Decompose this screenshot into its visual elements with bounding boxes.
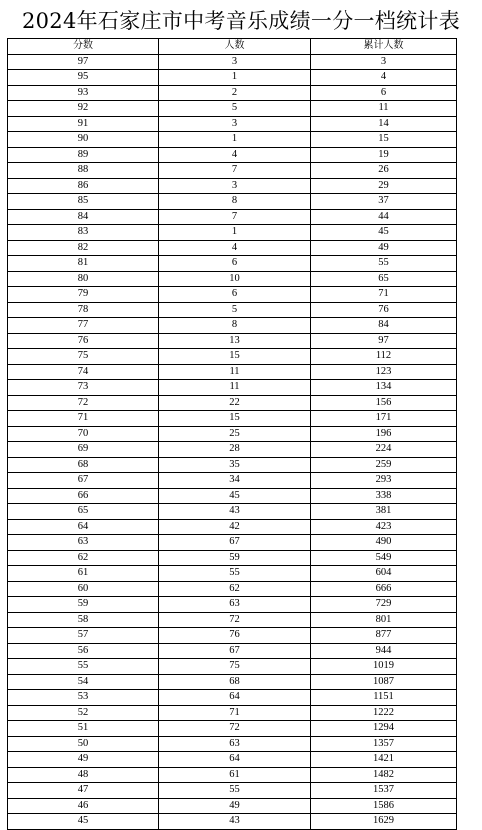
table-row <box>8 659 457 675</box>
count-cell: 15 <box>159 349 311 365</box>
count-cell: 62 <box>159 581 311 597</box>
count-cell: 1 <box>159 70 311 86</box>
cumulative-cell: 196 <box>311 426 457 442</box>
cumulative-cell: 71 <box>311 287 457 303</box>
score-cell: 85 <box>8 194 159 210</box>
score-cell: 63 <box>8 535 159 551</box>
cumulative-cell: 549 <box>311 550 457 566</box>
cumulative-cell: 293 <box>311 473 457 489</box>
cumulative-cell: 877 <box>311 628 457 644</box>
table-row <box>8 349 457 365</box>
score-cell: 56 <box>8 643 159 659</box>
count-cell: 55 <box>159 566 311 582</box>
score-cell: 88 <box>8 163 159 179</box>
count-cell: 15 <box>159 411 311 427</box>
table-row <box>8 178 457 194</box>
table-body <box>8 54 457 829</box>
count-cell: 72 <box>159 612 311 628</box>
table-row <box>8 442 457 458</box>
cumulative-cell: 171 <box>311 411 457 427</box>
cumulative-cell: 1629 <box>311 814 457 830</box>
count-cell: 22 <box>159 395 311 411</box>
score-cell: 71 <box>8 411 159 427</box>
table-row <box>8 597 457 613</box>
score-cell: 76 <box>8 333 159 349</box>
cumulative-cell: 338 <box>311 488 457 504</box>
table-row <box>8 690 457 706</box>
count-cell: 61 <box>159 767 311 783</box>
table-row <box>8 581 457 597</box>
table-row <box>8 504 457 520</box>
table-row <box>8 457 457 473</box>
count-cell: 63 <box>159 736 311 752</box>
table-header-row <box>8 39 457 55</box>
cumulative-cell: 423 <box>311 519 457 535</box>
table-row <box>8 302 457 318</box>
table-row <box>8 271 457 287</box>
cumulative-cell: 123 <box>311 364 457 380</box>
table-row <box>8 752 457 768</box>
count-cell: 63 <box>159 597 311 613</box>
count-cell: 13 <box>159 333 311 349</box>
cumulative-cell: 45 <box>311 225 457 241</box>
count-cell: 43 <box>159 504 311 520</box>
page-title: 2024年石家庄市中考音乐成绩一分一档统计表 <box>21 9 461 33</box>
cumulative-cell: 1421 <box>311 752 457 768</box>
table-row <box>8 736 457 752</box>
table-row <box>8 566 457 582</box>
count-cell: 3 <box>159 54 311 70</box>
header-cumulative: 累计人数 <box>311 39 457 55</box>
score-cell: 65 <box>8 504 159 520</box>
table-row <box>8 101 457 117</box>
score-cell: 60 <box>8 581 159 597</box>
score-cell: 80 <box>8 271 159 287</box>
table-row <box>8 411 457 427</box>
table-row <box>8 488 457 504</box>
score-cell: 54 <box>8 674 159 690</box>
count-cell: 2 <box>159 85 311 101</box>
table-row <box>8 550 457 566</box>
table-row <box>8 163 457 179</box>
cumulative-cell: 6 <box>311 85 457 101</box>
score-cell: 72 <box>8 395 159 411</box>
score-cell: 93 <box>8 85 159 101</box>
cumulative-cell: 37 <box>311 194 457 210</box>
score-cell: 57 <box>8 628 159 644</box>
score-cell: 67 <box>8 473 159 489</box>
count-cell: 5 <box>159 101 311 117</box>
cumulative-cell: 944 <box>311 643 457 659</box>
score-cell: 92 <box>8 101 159 117</box>
score-cell: 78 <box>8 302 159 318</box>
score-cell: 86 <box>8 178 159 194</box>
score-cell: 49 <box>8 752 159 768</box>
cumulative-cell: 604 <box>311 566 457 582</box>
table-row <box>8 395 457 411</box>
score-cell: 79 <box>8 287 159 303</box>
score-cell: 59 <box>8 597 159 613</box>
count-cell: 71 <box>159 705 311 721</box>
score-cell: 89 <box>8 147 159 163</box>
count-cell: 6 <box>159 256 311 272</box>
score-cell: 74 <box>8 364 159 380</box>
score-cell: 84 <box>8 209 159 225</box>
count-cell: 6 <box>159 287 311 303</box>
cumulative-cell: 55 <box>311 256 457 272</box>
count-cell: 11 <box>159 364 311 380</box>
count-cell: 4 <box>159 240 311 256</box>
cumulative-cell: 4 <box>311 70 457 86</box>
header-count: 人数 <box>159 39 311 55</box>
cumulative-cell: 44 <box>311 209 457 225</box>
table-row <box>8 814 457 830</box>
table-row <box>8 225 457 241</box>
score-cell: 52 <box>8 705 159 721</box>
table-row <box>8 287 457 303</box>
score-cell: 46 <box>8 798 159 814</box>
cumulative-cell: 1087 <box>311 674 457 690</box>
score-cell: 95 <box>8 70 159 86</box>
cumulative-cell: 65 <box>311 271 457 287</box>
cumulative-cell: 3 <box>311 54 457 70</box>
table-row <box>8 70 457 86</box>
table-row <box>8 798 457 814</box>
cumulative-cell: 11 <box>311 101 457 117</box>
table-row <box>8 674 457 690</box>
cumulative-cell: 15 <box>311 132 457 148</box>
cumulative-cell: 156 <box>311 395 457 411</box>
cumulative-cell: 49 <box>311 240 457 256</box>
score-cell: 69 <box>8 442 159 458</box>
count-cell: 45 <box>159 488 311 504</box>
count-cell: 49 <box>159 798 311 814</box>
table-row <box>8 318 457 334</box>
cumulative-cell: 490 <box>311 535 457 551</box>
cumulative-cell: 1586 <box>311 798 457 814</box>
count-cell: 7 <box>159 163 311 179</box>
score-cell: 66 <box>8 488 159 504</box>
cumulative-cell: 259 <box>311 457 457 473</box>
score-cell: 70 <box>8 426 159 442</box>
count-cell: 76 <box>159 628 311 644</box>
count-cell: 43 <box>159 814 311 830</box>
count-cell: 68 <box>159 674 311 690</box>
score-cell: 48 <box>8 767 159 783</box>
cumulative-cell: 1482 <box>311 767 457 783</box>
score-cell: 75 <box>8 349 159 365</box>
cumulative-cell: 84 <box>311 318 457 334</box>
score-cell: 61 <box>8 566 159 582</box>
score-cell: 97 <box>8 54 159 70</box>
score-cell: 51 <box>8 721 159 737</box>
cumulative-cell: 666 <box>311 581 457 597</box>
count-cell: 35 <box>159 457 311 473</box>
count-cell: 3 <box>159 178 311 194</box>
table-row <box>8 209 457 225</box>
cumulative-cell: 112 <box>311 349 457 365</box>
cumulative-cell: 729 <box>311 597 457 613</box>
cumulative-cell: 1294 <box>311 721 457 737</box>
cumulative-cell: 381 <box>311 504 457 520</box>
score-cell: 81 <box>8 256 159 272</box>
score-cell: 53 <box>8 690 159 706</box>
count-cell: 8 <box>159 194 311 210</box>
table-row <box>8 643 457 659</box>
score-cell: 90 <box>8 132 159 148</box>
count-cell: 34 <box>159 473 311 489</box>
count-cell: 25 <box>159 426 311 442</box>
table-row <box>8 85 457 101</box>
score-cell: 64 <box>8 519 159 535</box>
score-table <box>7 38 457 830</box>
table-row <box>8 721 457 737</box>
cumulative-cell: 14 <box>311 116 457 132</box>
score-cell: 83 <box>8 225 159 241</box>
count-cell: 55 <box>159 783 311 799</box>
table-row <box>8 426 457 442</box>
cumulative-cell: 29 <box>311 178 457 194</box>
table-row <box>8 628 457 644</box>
table-row <box>8 147 457 163</box>
count-cell: 1 <box>159 225 311 241</box>
cumulative-cell: 1537 <box>311 783 457 799</box>
score-cell: 62 <box>8 550 159 566</box>
cumulative-cell: 801 <box>311 612 457 628</box>
cumulative-cell: 19 <box>311 147 457 163</box>
count-cell: 67 <box>159 535 311 551</box>
count-cell: 72 <box>159 721 311 737</box>
table-row <box>8 767 457 783</box>
table-row <box>8 132 457 148</box>
score-cell: 45 <box>8 814 159 830</box>
count-cell: 7 <box>159 209 311 225</box>
score-cell: 91 <box>8 116 159 132</box>
score-cell: 50 <box>8 736 159 752</box>
table-row <box>8 54 457 70</box>
table-row <box>8 333 457 349</box>
score-cell: 68 <box>8 457 159 473</box>
score-cell: 47 <box>8 783 159 799</box>
count-cell: 8 <box>159 318 311 334</box>
score-cell: 58 <box>8 612 159 628</box>
table-row <box>8 705 457 721</box>
count-cell: 64 <box>159 752 311 768</box>
count-cell: 64 <box>159 690 311 706</box>
table-row <box>8 519 457 535</box>
cumulative-cell: 97 <box>311 333 457 349</box>
count-cell: 59 <box>159 550 311 566</box>
table-row <box>8 535 457 551</box>
table-row <box>8 380 457 396</box>
count-cell: 75 <box>159 659 311 675</box>
cumulative-cell: 1151 <box>311 690 457 706</box>
table-row <box>8 194 457 210</box>
table-row <box>8 256 457 272</box>
count-cell: 11 <box>159 380 311 396</box>
table-row <box>8 473 457 489</box>
score-cell: 55 <box>8 659 159 675</box>
cumulative-cell: 224 <box>311 442 457 458</box>
count-cell: 4 <box>159 147 311 163</box>
cumulative-cell: 1222 <box>311 705 457 721</box>
count-cell: 28 <box>159 442 311 458</box>
count-cell: 67 <box>159 643 311 659</box>
score-cell: 77 <box>8 318 159 334</box>
count-cell: 10 <box>159 271 311 287</box>
cumulative-cell: 26 <box>311 163 457 179</box>
count-cell: 3 <box>159 116 311 132</box>
count-cell: 42 <box>159 519 311 535</box>
cumulative-cell: 1357 <box>311 736 457 752</box>
cumulative-cell: 1019 <box>311 659 457 675</box>
score-cell: 82 <box>8 240 159 256</box>
cumulative-cell: 76 <box>311 302 457 318</box>
table-row <box>8 783 457 799</box>
cumulative-cell: 134 <box>311 380 457 396</box>
table-row <box>8 116 457 132</box>
table-row <box>8 364 457 380</box>
count-cell: 1 <box>159 132 311 148</box>
score-cell: 73 <box>8 380 159 396</box>
count-cell: 5 <box>159 302 311 318</box>
table-row <box>8 240 457 256</box>
table-row <box>8 612 457 628</box>
header-score: 分数 <box>8 39 159 55</box>
